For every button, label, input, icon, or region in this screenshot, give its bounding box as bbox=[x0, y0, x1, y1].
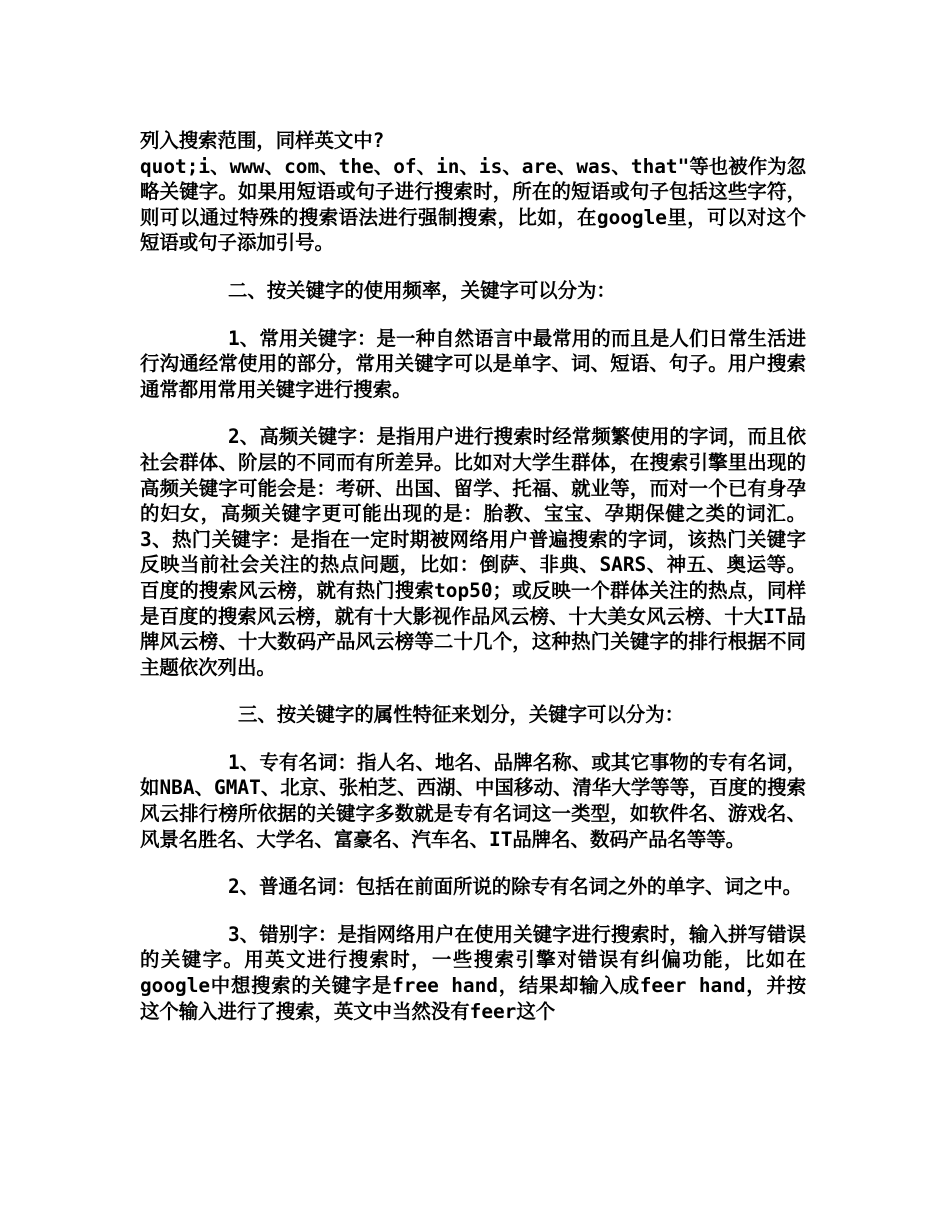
paragraph-proper-nouns: 1、专有名词：指人名、地名、品牌名称、或其它事物的专有名词，如NBA、GMAT、北京、张柏芝、西湖、中国移动、清华大学等等，百度的搜索风云排行榜所依据的关键字多数就是专有名词这一类型，如软件名、游戏名、风景名胜名、大学名、富豪名、汽车名、IT品牌名、数码产品名等等。 bbox=[140, 750, 806, 851]
section-heading-attributes: 三、按关键字的属性特征来划分，关键字可以分为： bbox=[238, 703, 684, 727]
paragraph-ignored-keywords: quot;i、www、com、the、of、in、is、are、was、that"等也被作为忽略关键字。如果用短语或句子进行搜索时，所在的短语或句子包括这些字符，则可以通过特殊的搜索语法进行强制搜索，比如，在google里，可以对这个短语或句子添加引号。 bbox=[140, 154, 806, 255]
document-body bbox=[140, 128, 806, 1046]
section-heading-frequency: 二、按关键字的使用频率，关键字可以分为： bbox=[228, 278, 616, 302]
paragraph-high-frequency-keywords: 2、高频关键字：是指用户进行搜索时经常频繁使用的字词，而且依社会群体、阶层的不同而有所差异。比如对大学生群体，在搜索引擎里出现的高频关键字可能会是：考研、出国、留学、托福、就业等，而对一个已有身孕的妇女，高频关键字更可能出现的是：胎教、宝宝、孕期保健之类的词汇。 3、热门关键字：是指在一定时期被网络用户普遍搜索的字词，该热门关键字反映当前社会关注的热点问题，比如：倒萨、非典、SARS、神五、奥运等。百度的搜索风云榜，就有热门搜索top50；或反映一个群体关注的热点，同样是百度的搜索风云榜，就有十大影视作品风云榜、十大美女风云榜、十大IT品牌风云榜、十大数码产品风云榜等二十几个，这种热门关键字的排行根据不同主题依次列出。 bbox=[140, 425, 806, 679]
paragraph-common-nouns: 2、普通名词：包括在前面所说的除专有名词之外的单字、词之中。 bbox=[228, 875, 803, 899]
paragraph-typos: 3、错别字：是指网络用户在使用关键字进行搜索时，输入拼写错误的关键字。用英文进行搜索时，一些搜索引擎对错误有纠偏功能，比如在google中想搜索的关键字是free hand，结果却输入成feer hand，并按这个输入进行了搜索，英文中当然没有feer这个 bbox=[140, 922, 806, 1023]
paragraph-common-keywords: 1、常用关键字：是一种自然语言中最常用的而且是人们日常生活进行沟通经常使用的部分，常用关键字可以是单字、词、短语、句子。用户搜索通常都用常用关键字进行搜索。 bbox=[140, 326, 806, 401]
paragraph-continuation: 列入搜索范围，同样英文中? bbox=[140, 129, 385, 152]
